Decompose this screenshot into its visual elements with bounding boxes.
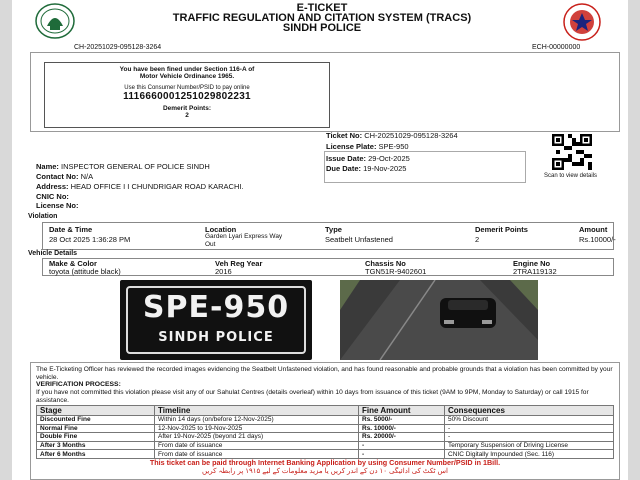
fine-stages-table <box>36 405 614 459</box>
violation-header-type: Type <box>325 225 342 234</box>
plate-evidence-image <box>120 280 312 360</box>
stage-row <box>37 441 614 450</box>
car-silhouette <box>440 298 496 328</box>
stage-consequence: - <box>445 433 614 442</box>
system-title: TRAFFIC REGULATION AND CITATION SYSTEM (TRACS) <box>172 12 472 24</box>
vehicle-make-color: toyota (attitude black) <box>49 267 121 276</box>
e-ticket-document <box>12 0 628 480</box>
violation-demerit: 2 <box>475 235 480 244</box>
vehicle-chassis: TGN51R-9402601 <box>365 267 427 276</box>
owner-name-label: Name: <box>36 162 59 171</box>
department-title: SINDH POLICE <box>282 22 362 34</box>
demerit-label: Demerit Points: <box>162 105 212 112</box>
stage-name: Discounted Fine <box>37 416 155 425</box>
stage-timeline: After 19-Nov-2025 (beyond 21 days) <box>155 433 359 442</box>
challan-id: CH-20251029-095128-3264 <box>74 44 162 51</box>
stage-fine: - <box>359 441 445 450</box>
stage-fine: Rs. 10000/- <box>359 424 445 433</box>
sindh-police-badge-icon <box>560 2 604 42</box>
stages-header-stage: Stage <box>37 406 155 416</box>
verification-text: If you have not committed this violation please visit any of our Sahulat Centres (details overleaf) within 10 days from issuance of this ticket (9AM to 9PM, Monday to Saturday) or call 1915 for assistance. <box>36 389 589 404</box>
plate-number: SPE-950 <box>378 142 409 151</box>
issue-date: 29-Oct-2025 <box>368 154 410 163</box>
violation-section-label: Violation <box>28 213 58 220</box>
stage-timeline: 12-Nov-2025 to 19-Nov-2025 <box>155 424 359 433</box>
vehicle-reg-year: 2016 <box>215 267 232 276</box>
stage-row <box>37 433 614 442</box>
stage-row <box>37 416 614 425</box>
stage-consequence: - <box>445 424 614 433</box>
stage-consequence: CNIC Digitally Impounded (Sec. 116) <box>445 450 614 459</box>
vehicle-header-chassis: Chassis No <box>365 259 406 268</box>
violation-table <box>42 222 614 250</box>
fined-line-1: You have been fined under Section 116-A of <box>119 66 255 73</box>
violation-header-demerit: Demerit Points <box>475 225 528 234</box>
stage-consequence: 50% Discount <box>445 416 614 425</box>
verification-heading: VERIFICATION PROCESS: <box>36 381 121 388</box>
payment-note: This ticket can be paid through Internet Banking Application by using Consumer Number/PSID in 1Bill. <box>149 458 501 467</box>
ticket-no: CH-20251029-095128-3264 <box>364 131 458 140</box>
ech-id: ECH-00000000 <box>532 44 581 51</box>
stage-timeline: Within 14 days (on/before 12-Nov-2025) <box>155 416 359 425</box>
ticket-heading: E-TICKET <box>296 2 348 14</box>
psid-instruction: Use this Consumer Number/PSID to pay online <box>124 85 250 91</box>
address-value: HEAD OFFICE I I CHUNDRIGAR ROAD KARACHI. <box>70 182 244 191</box>
qr-caption: Scan to view details <box>544 173 598 179</box>
violation-header-amount: Amount <box>579 225 608 234</box>
stage-timeline: From date of issuance <box>155 441 359 450</box>
stages-header-row <box>37 406 614 416</box>
address-label: Address: <box>36 182 69 191</box>
vehicle-table <box>42 258 614 276</box>
contact-label: Contact No: <box>36 172 79 181</box>
urdu-note: اس ٹکٹ کی ادائیگی ۱۰ دن کے اندر کریں یا مزید معلومات کے لیے ۱۹۱۵ پر رابطہ کریں <box>202 468 448 475</box>
stage-name: Double Fine <box>37 433 155 442</box>
vehicle-header-make: Make & Color <box>49 259 97 268</box>
license-label: License No: <box>36 201 79 210</box>
psid-number: 1116660001251029802231 <box>123 91 251 102</box>
due-date: 19-Nov-2025 <box>363 164 407 173</box>
stages-header-consequences: Consequences <box>445 406 614 416</box>
vehicle-header-year: Veh Reg Year <box>215 259 263 268</box>
stage-row <box>37 424 614 433</box>
stage-consequence: Temporary Suspension of Driving License <box>445 441 614 450</box>
stages-header-fine: Fine Amount <box>359 406 445 416</box>
stage-name: After 3 Months <box>37 441 155 450</box>
fine-notice-box <box>44 62 330 128</box>
issue-date-label: Issue Date: <box>326 154 367 163</box>
contact-value: N/A <box>80 172 94 181</box>
stage-timeline: From date of issuance <box>155 450 359 459</box>
stage-fine: Rs. 20000/- <box>359 433 445 442</box>
violation-datetime: 28 Oct 2025 1:36:28 PM <box>49 235 131 244</box>
ticket-no-label: Ticket No: <box>326 131 363 140</box>
demerit-value: 2 <box>185 112 189 119</box>
violation-location-1: Garden Lyari Express Way <box>205 233 283 240</box>
review-statement: The E-Ticketing Officer has reviewed the recorded images evidencing the Seatbelt Unfastened violation, and has found reasonable and probable grounds that a violation has been committed by your vehicle. <box>36 366 613 381</box>
sindh-government-seal-icon <box>34 2 76 40</box>
plate-label: License Plate: <box>326 142 377 151</box>
owner-name: INSPECTOR GENERAL OF POLICE SINDH <box>61 162 210 171</box>
stages-header-timeline: Timeline <box>155 406 359 416</box>
due-date-label: Due Date: <box>326 164 362 173</box>
qr-code[interactable] <box>552 134 592 170</box>
stage-name: Normal Fine <box>37 424 155 433</box>
violation-header-datetime: Date & Time <box>49 225 93 234</box>
vehicle-header-engine: Engine No <box>513 259 551 268</box>
vehicle-evidence-image <box>340 280 538 360</box>
plate-image-number: SPE-950 <box>142 290 290 325</box>
stage-fine: Rs. 5000/- <box>359 416 445 425</box>
violation-location-2: Out <box>205 241 216 248</box>
violation-header-location: Location <box>205 225 237 234</box>
stage-fine: - <box>359 450 445 459</box>
vehicle-engine: 2TRA119132 <box>513 267 557 276</box>
violation-type: Seatbelt Unfastened <box>325 235 393 244</box>
plate-image-province: SINDH POLICE <box>158 330 274 345</box>
violation-amount: Rs.10000/- <box>579 235 616 244</box>
vehicle-section-label: Vehicle Details <box>28 250 78 257</box>
stage-name: After 6 Months <box>37 450 155 459</box>
fined-line-2: Motor Vehicle Ordinance 1965. <box>139 73 235 80</box>
cnic-label: CNIC No: <box>36 192 69 201</box>
